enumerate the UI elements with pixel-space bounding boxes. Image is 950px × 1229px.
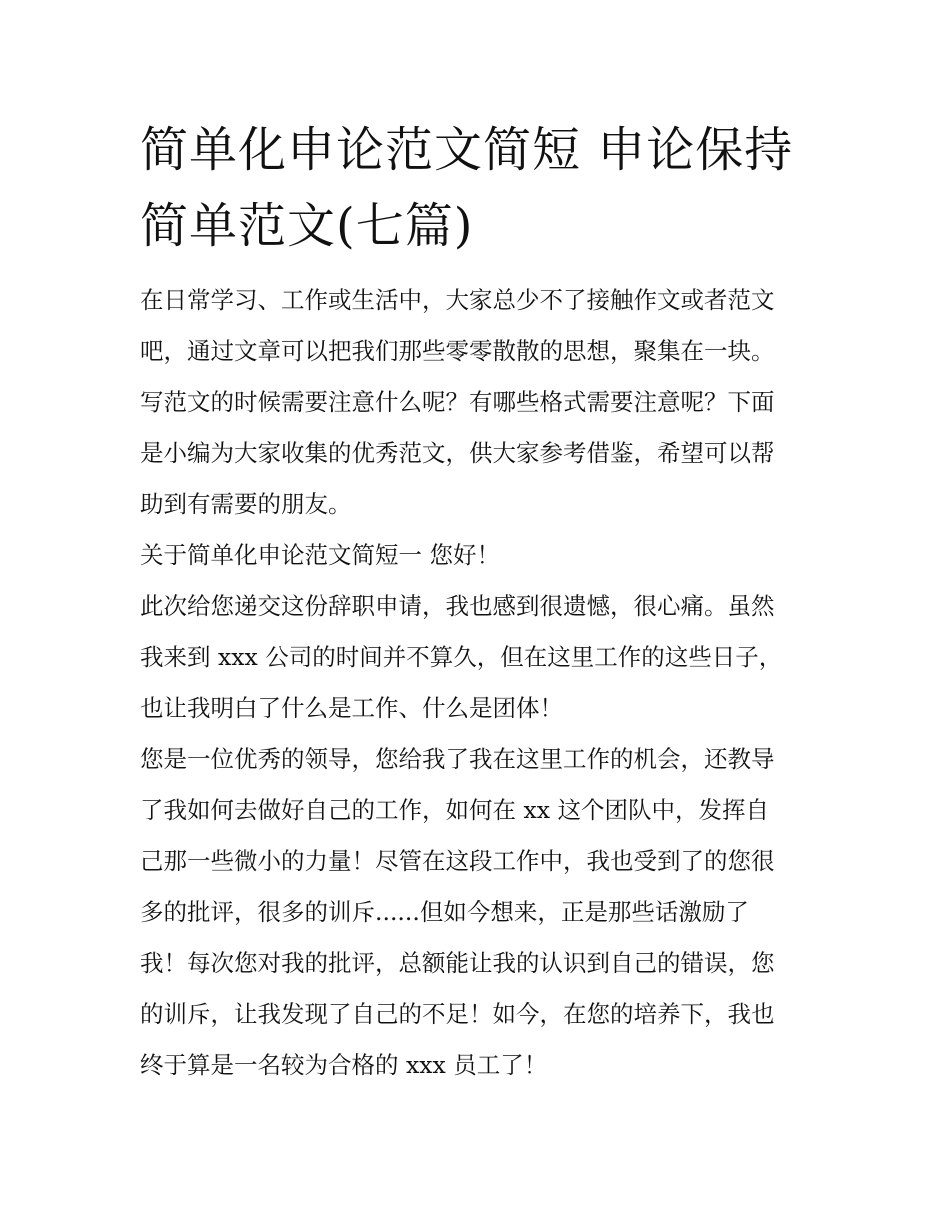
body-line: 我来到 xxx 公司的时间并不算久，但在这里工作的这些日子， [140, 643, 783, 671]
body-line: 是小编为大家收集的优秀范文，供大家参考借鉴，希望可以帮 [140, 439, 775, 467]
body-line: 我！每次您对我的批评，总额能让我的认识到自己的错误，您 [140, 949, 775, 977]
body-line: 助到有需要的朋友。 [140, 490, 352, 518]
title-line: 简单化申论范文简短 申论保持 [140, 122, 794, 178]
document-body [140, 282, 830, 1098]
body-line: 此次给您递交这份辞职申请，我也感到很遗憾，很心痛。虽然 [140, 592, 775, 620]
body-line: 也让我明白了什么是工作、什么是团体！ [140, 694, 563, 722]
body-line: 在日常学习、工作或生活中，大家总少不了接触作文或者范文 [140, 286, 775, 314]
body-line: 写范文的时候需要注意什么呢？有哪些格式需要注意呢？下面 [140, 388, 775, 416]
body-line: 吧，通过文章可以把我们那些零零散散的思想，聚集在一块。 [140, 337, 775, 365]
body-line: 的训斥，让我发现了自己的不足！如今，在您的培养下，我也 [140, 1000, 775, 1028]
body-line: 终于算是一名较为合格的 xxx 员工了！ [140, 1051, 548, 1079]
body-line: 了我如何去做好自己的工作，如何在 xx 这个团队中，发挥自 [140, 796, 769, 824]
section-heading-line: 关于简单化申论范文简短一 您好！ [140, 541, 500, 569]
document-title [140, 112, 830, 264]
title-line: 简单范文(七篇) [140, 198, 474, 254]
body-line: 己那一些微小的力量！尽管在这段工作中，我也受到了的您很 [140, 847, 775, 875]
body-line: 多的批评，很多的训斥......但如今想来，正是那些话激励了 [140, 898, 749, 926]
body-line: 您是一位优秀的领导，您给我了我在这里工作的机会，还教导 [140, 745, 775, 773]
